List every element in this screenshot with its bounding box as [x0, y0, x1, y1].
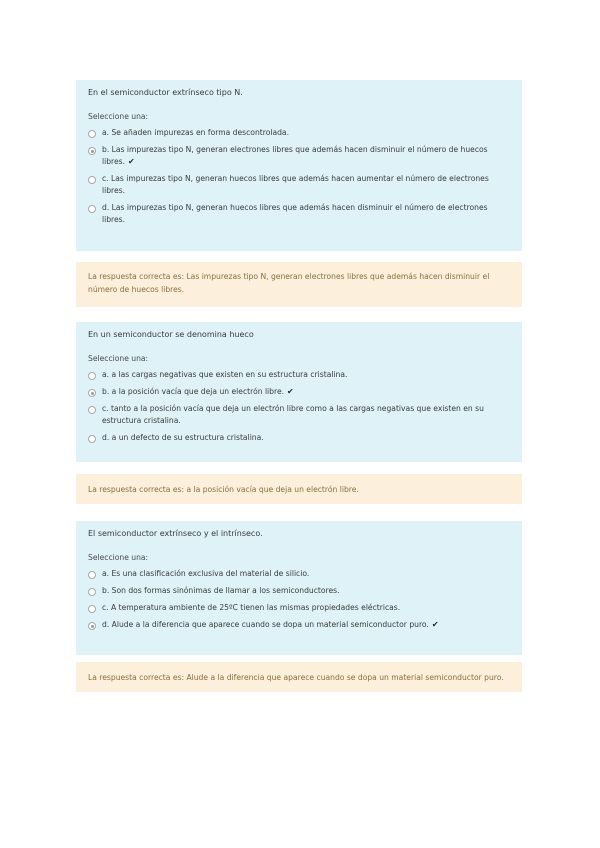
checkmark-icon: ✔	[128, 157, 135, 166]
radio-button[interactable]	[88, 571, 96, 579]
option-b[interactable]	[88, 144, 510, 168]
feedback-1: La respuesta correcta es: Las impurezas tipo N, generan electrones libres que además hacen disminuir el número de huecos libres.	[76, 262, 522, 307]
option-a[interactable]	[88, 568, 510, 580]
option-d[interactable]	[88, 619, 510, 631]
radio-button[interactable]	[88, 372, 96, 380]
radio-button[interactable]	[88, 130, 96, 138]
feedback-3: La respuesta correcta es: Alude a la diferencia que aparece cuando se dopa un material semiconductor puro.	[76, 662, 522, 692]
select-prompt: Seleccione una:	[88, 354, 149, 363]
option-a[interactable]	[88, 127, 510, 139]
option-label: d. a un defecto de su estructura cristalina.	[102, 433, 264, 442]
option-d[interactable]	[88, 432, 510, 444]
radio-button[interactable]	[88, 406, 96, 414]
radio-button[interactable]	[88, 176, 96, 184]
option-label: d. Las impurezas tipo N, generan huecos libres que además hacen disminuir el número de electrones libres.	[102, 203, 488, 224]
option-label: c. Las impurezas tipo N, generan huecos libres que además hacen aumentar el número de electrones libres.	[102, 174, 489, 195]
option-a[interactable]	[88, 369, 510, 381]
option-b[interactable]	[88, 585, 510, 597]
radio-button[interactable]	[88, 605, 96, 613]
checkmark-icon: ✔	[287, 387, 294, 396]
radio-button[interactable]	[88, 205, 96, 213]
option-c[interactable]	[88, 403, 510, 427]
option-d[interactable]	[88, 202, 510, 226]
question-1	[76, 80, 522, 251]
question-text: En un semiconductor se denomina hueco	[88, 330, 254, 339]
question-2	[76, 322, 522, 462]
option-label: a. a las cargas negativas que existen en su estructura cristalina.	[102, 370, 348, 379]
option-label: b. a la posición vacía que deja un electrón libre.	[102, 387, 285, 396]
option-label: b. Son dos formas sinónimas de llamar a los semiconductores.	[102, 586, 340, 595]
option-b[interactable]	[88, 386, 510, 398]
option-label: d. Alude a la diferencia que aparece cuando se dopa un material semiconductor puro.	[102, 620, 429, 629]
radio-button-selected[interactable]	[88, 622, 96, 630]
option-c[interactable]	[88, 602, 510, 614]
radio-button-selected[interactable]	[88, 389, 96, 397]
question-text: En el semiconductor extrínseco tipo N.	[88, 88, 243, 97]
option-label: a. Se añaden impurezas en forma descontrolada.	[102, 128, 289, 137]
checkmark-icon: ✔	[431, 620, 439, 629]
radio-button[interactable]	[88, 435, 96, 443]
select-prompt: Seleccione una:	[88, 553, 149, 562]
question-3	[76, 521, 522, 655]
option-label: c. A temperatura ambiente de 25ºC tienen las mismas propiedades eléctricas.	[102, 603, 401, 612]
option-label: b. Las impurezas tipo N, generan electrones libres que además hacen disminuir el número de huecos libres.	[102, 145, 488, 166]
option-label: c. tanto a la posición vacía que deja un electrón libre como a las cargas negativas que existen en su estructura cristalina.	[102, 404, 484, 425]
option-c[interactable]	[88, 173, 510, 197]
radio-button-selected[interactable]	[88, 147, 96, 155]
question-text: El semiconductor extrínseco y el intrínseco.	[88, 529, 263, 538]
feedback-2: La respuesta correcta es: a la posición vacía que deja un electrón libre.	[76, 474, 522, 504]
option-label: a. Es una clasificación exclusiva del material de silicio.	[102, 569, 310, 578]
radio-button[interactable]	[88, 588, 96, 596]
select-prompt: Seleccione una:	[88, 112, 149, 121]
